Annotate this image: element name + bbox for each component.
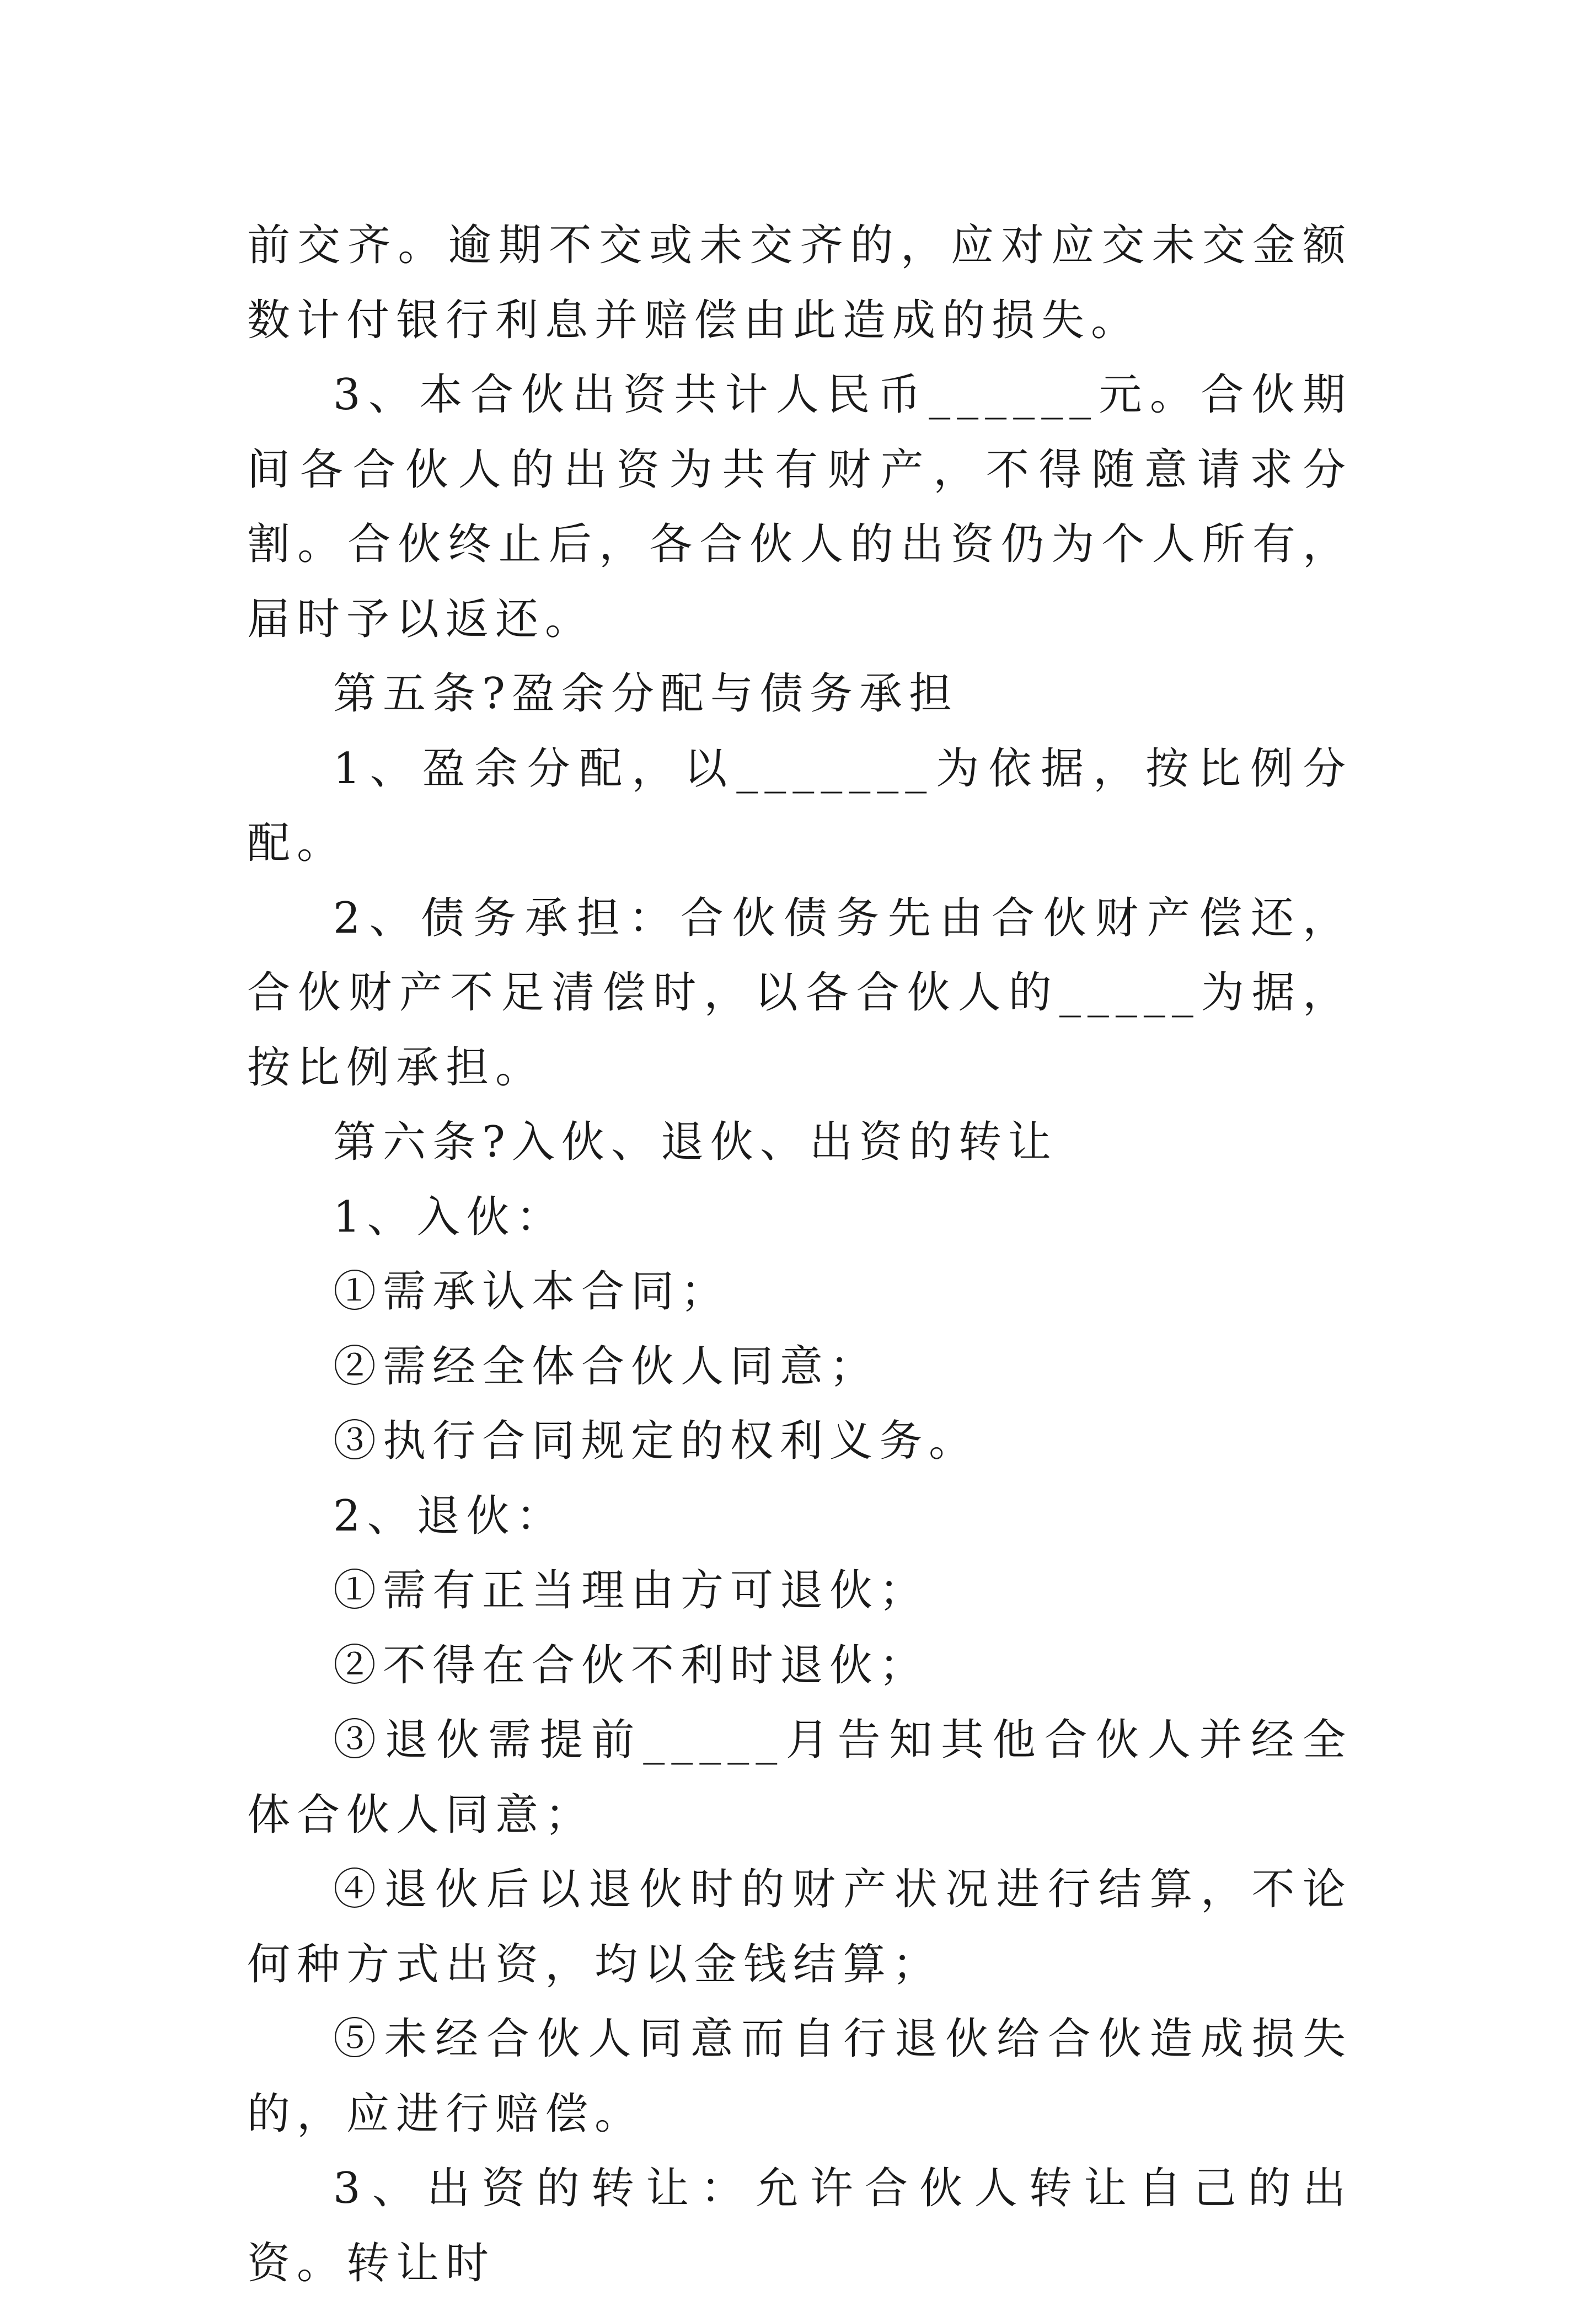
list-item: ①需有正当理由方可退伙； bbox=[333, 1566, 929, 1615]
list-item: ④退伙后以退伙时的财产状况进行结算，不论何种方式出资，均以金钱结算； bbox=[247, 1865, 1352, 1989]
list-heading: 2、退伙： bbox=[333, 1491, 566, 1541]
paragraph: 1、盈余分配，以_______为依据，按比例分配。 bbox=[247, 743, 1352, 868]
paragraph: 3、本合伙出资共计人民币______元。合伙期间各合伙人的出资为共有财产，不得随意请求分割。合伙终止后，各合伙人的出资仍为个人所有，届时予以返还。 bbox=[247, 370, 1352, 644]
list-item: ⑤未经合伙人同意而自行退伙给合伙造成损失的，应进行赔偿。 bbox=[247, 2014, 1352, 2139]
document-body bbox=[247, 208, 1352, 2301]
paragraph: 前交齐。逾期不交或未交齐的，应对应交未交金额数计付银行利息并赔偿由此造成的损失。 bbox=[247, 221, 1352, 345]
paragraph: 2、债务承担：合伙债务先由合伙财产偿还，合伙财产不足清偿时，以各合伙人的_____为据，按比例承担。 bbox=[247, 893, 1352, 1093]
list-item: ②不得在合伙不利时退伙； bbox=[333, 1640, 929, 1690]
section-heading: 第六条?入伙、退伙、出资的转让 bbox=[333, 1117, 1058, 1167]
list-item: ①需承认本合同； bbox=[333, 1267, 731, 1317]
section-heading: 第五条?盈余分配与债务承担 bbox=[333, 669, 958, 719]
list-item: ③退伙需提前_____月告知其他合伙人并经全体合伙人同意； bbox=[247, 1715, 1352, 1840]
list-heading: 1、入伙： bbox=[333, 1192, 566, 1242]
list-item: ③执行合同规定的权利义务。 bbox=[333, 1416, 979, 1466]
paragraph: 3、出资的转让：允许合伙人转让自己的出资。转让时 bbox=[247, 2164, 1352, 2288]
list-item: ②需经全体合伙人同意； bbox=[333, 1341, 880, 1392]
